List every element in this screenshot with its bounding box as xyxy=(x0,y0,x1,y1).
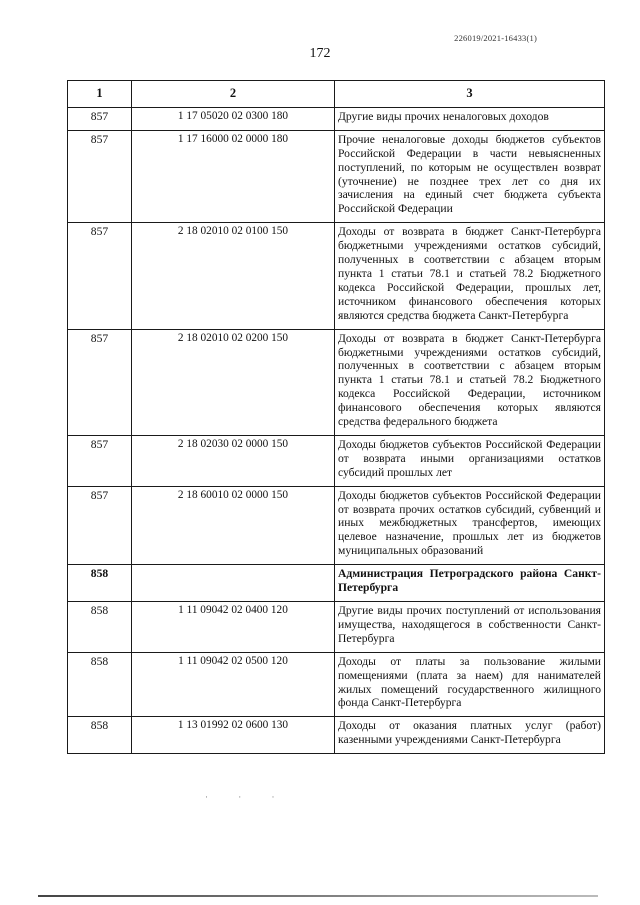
revenue-table xyxy=(67,80,605,754)
table-row xyxy=(68,652,605,717)
table-header-row xyxy=(68,81,605,108)
administrator-name-cell: Администрация Петроградского района Санкт-Петербурга xyxy=(335,565,605,602)
revenue-code-cell: 1 11 09042 02 0400 120 xyxy=(132,602,335,653)
revenue-name-cell: Другие виды прочих поступлений от использования имущества, находящегося в собственности Санкт-Петербурга xyxy=(335,602,605,653)
admin-code-cell: 858 xyxy=(68,602,132,653)
revenue-code-cell: 2 18 02010 02 0100 150 xyxy=(132,223,335,329)
admin-code-cell: 857 xyxy=(68,435,132,486)
column-header-code: 2 xyxy=(132,81,335,108)
revenue-name-cell: Прочие неналоговые доходы бюджетов субъектов Российской Федерации в части невыясненных поступлений, по которым не осуществлен возврат (уточнение) не позднее трех лет со дня их зачисления на единый счет бюджета субъекта Российской Федерации xyxy=(335,130,605,222)
admin-code-cell: 858 xyxy=(68,652,132,717)
table-row xyxy=(68,602,605,653)
revenue-code-cell: 2 18 02010 02 0200 150 xyxy=(132,329,335,435)
admin-code-cell: 858 xyxy=(68,565,132,602)
scan-edge-line xyxy=(38,895,598,897)
revenue-code-cell: 1 11 09042 02 0500 120 xyxy=(132,652,335,717)
revenue-code-cell: 1 17 16000 02 0000 180 xyxy=(132,130,335,222)
admin-code-cell: 857 xyxy=(68,486,132,565)
revenue-name-cell: Доходы бюджетов субъектов Российской Федерации от возврата прочих остатков субсидий, субвенций и иных межбюджетных трансфертов, имеющих целевое назначение, прошлых лет из бюджетов муниципальных образований xyxy=(335,486,605,565)
table-row xyxy=(68,223,605,329)
admin-code-cell: 858 xyxy=(68,717,132,754)
revenue-name-cell: Доходы бюджетов субъектов Российской Федерации от возврата иными организациями остатков субсидий прошлых лет xyxy=(335,435,605,486)
revenue-name-cell: Доходы от оказания платных услуг (работ) казенными учреждениями Санкт-Петербурга xyxy=(335,717,605,754)
revenue-name-cell: Доходы от платы за пользование жилыми помещениями (плата за наем) для нанимателей жилых помещений государственного жилищного фонда Санкт-Петербурга xyxy=(335,652,605,717)
column-header-name: 3 xyxy=(335,81,605,108)
table-row xyxy=(68,435,605,486)
admin-code-cell: 857 xyxy=(68,223,132,329)
table-row xyxy=(68,486,605,565)
admin-code-cell: 857 xyxy=(68,107,132,130)
revenue-code-cell: 2 18 60010 02 0000 150 xyxy=(132,486,335,565)
revenue-code-cell xyxy=(132,565,335,602)
revenue-name-cell: Доходы от возврата в бюджет Санкт-Петербурга бюджетными учреждениями остатков субсидий, полученных в соответствии с абзацем вторым пункта 1 статьи 78.1 и статьей 78.2 Бюджетного кодекса Российской Федерации, прошлых лет, источником финансового обеспечения которых являются средства бюджета Санкт-Петербурга xyxy=(335,223,605,329)
administrator-header-row xyxy=(68,565,605,602)
page-number: 172 xyxy=(309,46,331,61)
revenue-name-cell: Другие виды прочих неналоговых доходов xyxy=(335,107,605,130)
scan-marks: · · · xyxy=(205,792,289,802)
table-row xyxy=(68,107,605,130)
column-header-admin: 1 xyxy=(68,81,132,108)
revenue-code-cell: 2 18 02030 02 0000 150 xyxy=(132,435,335,486)
revenue-name-cell: Доходы от возврата в бюджет Санкт-Петербурга бюджетными учреждениями остатков субсидий, полученных в соответствии с абзацем вторым пункта 1 статьи 78.1 и статьей 78.2 Бюджетного кодекса Российской Федерации, источником финансового обеспечения которых являются средства федерального бюджета xyxy=(335,329,605,435)
admin-code-cell: 857 xyxy=(68,130,132,222)
revenue-code-cell: 1 13 01992 02 0600 130 xyxy=(132,717,335,754)
document-id: 226019/2021-16433(1) xyxy=(454,33,537,43)
revenue-code-cell: 1 17 05020 02 0300 180 xyxy=(132,107,335,130)
table-row xyxy=(68,717,605,754)
table-row xyxy=(68,329,605,435)
admin-code-cell: 857 xyxy=(68,329,132,435)
table-row xyxy=(68,130,605,222)
